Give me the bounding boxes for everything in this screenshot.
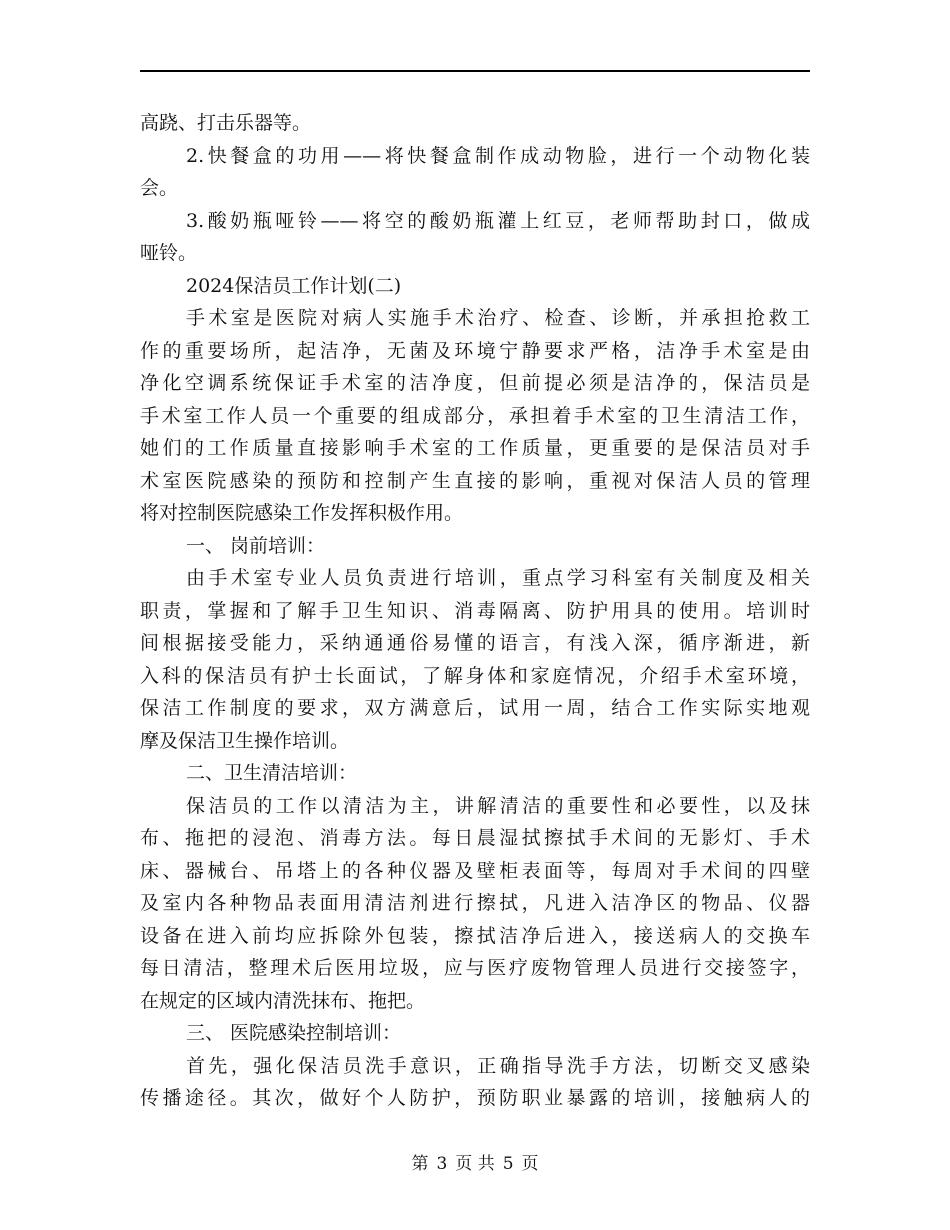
text-line: 布、拖把的浸泡、消毒方法。每日晨湿拭擦拭手术间的无影灯、手术: [140, 827, 810, 849]
text-line: 术室医院感染的预防和控制产生直接的影响，重视对保洁人员的管理: [140, 469, 810, 492]
text-line: 高跷、打击乐器等。: [140, 112, 312, 134]
footer-current-page: 3: [436, 1154, 448, 1174]
text-line: 二、卫生清洁培训：: [186, 762, 358, 784]
text-line: 哑铃。: [140, 242, 198, 264]
text-line: 间根据接受能力，采纳通通俗易懂的语言，有浅入深，循序渐进，新: [140, 632, 810, 654]
text-line: 作的重要场所，起洁净，无菌及环境宁静要求严格，洁净手术室是由: [140, 339, 810, 362]
text-line: 及室内各种物品表面用清洁剂进行擦拭，凡进入洁净区的物品、仪器: [140, 892, 810, 914]
text-line: 会。: [140, 177, 179, 199]
text-line: 设备在进入前均应拆除外包装，擦拭洁净后进入，接送病人的交换车: [140, 924, 810, 947]
text-line: 2.快餐盒的功用——将快餐盒制作成动物脸，进行一个动物化装: [186, 144, 810, 167]
text-line: 将对控制医院感染工作发挥积极作用。: [140, 502, 464, 524]
header-rule: [140, 70, 810, 72]
text-line: 传播途径。其次，做好个人防护，预防职业暴露的培训，接触病人的: [140, 1087, 810, 1109]
text-line: 2024保洁员工作计划(二): [186, 274, 402, 297]
text-line: 摩及保洁卫生操作培训。: [140, 729, 350, 752]
text-line: 她们的工作质量直接影响手术室的工作质量，更重要的是保洁员对手: [140, 437, 810, 459]
text-line: 一、 岗前培训：: [186, 534, 326, 557]
text-line: 三、 医院感染控制培训：: [186, 1022, 402, 1044]
text-line: 手术室工作人员一个重要的组成部分，承担着手术室的卫生清洁工作，: [140, 404, 810, 427]
text-line: 在规定的区域内清洗抹布、拖把。: [140, 989, 426, 1012]
page-footer: [0, 1152, 950, 1176]
text-line: 入科的保洁员有护士长面试，了解身体和家庭情况，介绍手术室环境，: [140, 664, 810, 687]
footer-total-pages: 5: [502, 1154, 514, 1174]
document-body: [140, 107, 810, 1115]
text-line: 首先，强化保洁员洗手意识，正确指导洗手方法，切断交叉感染: [186, 1054, 810, 1077]
text-line: 职责，掌握和了解手卫生知识、消毒隔离、防护用具的使用。培训时: [140, 599, 810, 622]
text-line: 由手术室专业人员负责进行培训，重点学习科室有关制度及相关: [186, 567, 810, 589]
text-line: 手术室是医院对病人实施手术治疗、检查、诊断，并承担抢救工: [186, 307, 810, 329]
text-line: 床、器械台、吊塔上的各种仪器及壁柜表面等，每周对手术间的四壁: [140, 859, 810, 882]
text-line: 净化空调系统保证手术室的洁净度，但前提必须是洁净的，保洁员是: [140, 372, 810, 394]
text-line: 保洁工作制度的要求，双方满意后，试用一周，结合工作实际实地观: [140, 697, 810, 719]
text-line: 3.酸奶瓶哑铃——将空的酸奶瓶灌上红豆，老师帮助封口，做成: [186, 209, 810, 232]
text-line: 保洁员的工作以清洁为主，讲解清洁的重要性和必要性，以及抹: [186, 794, 810, 817]
footer-suffix: 页: [521, 1154, 539, 1174]
text-line: 每日清洁，整理术后医用垃圾，应与医疗废物管理人员进行交接签字，: [140, 957, 810, 979]
footer-prefix: 第: [411, 1154, 429, 1174]
footer-middle: 页 共: [455, 1154, 495, 1174]
